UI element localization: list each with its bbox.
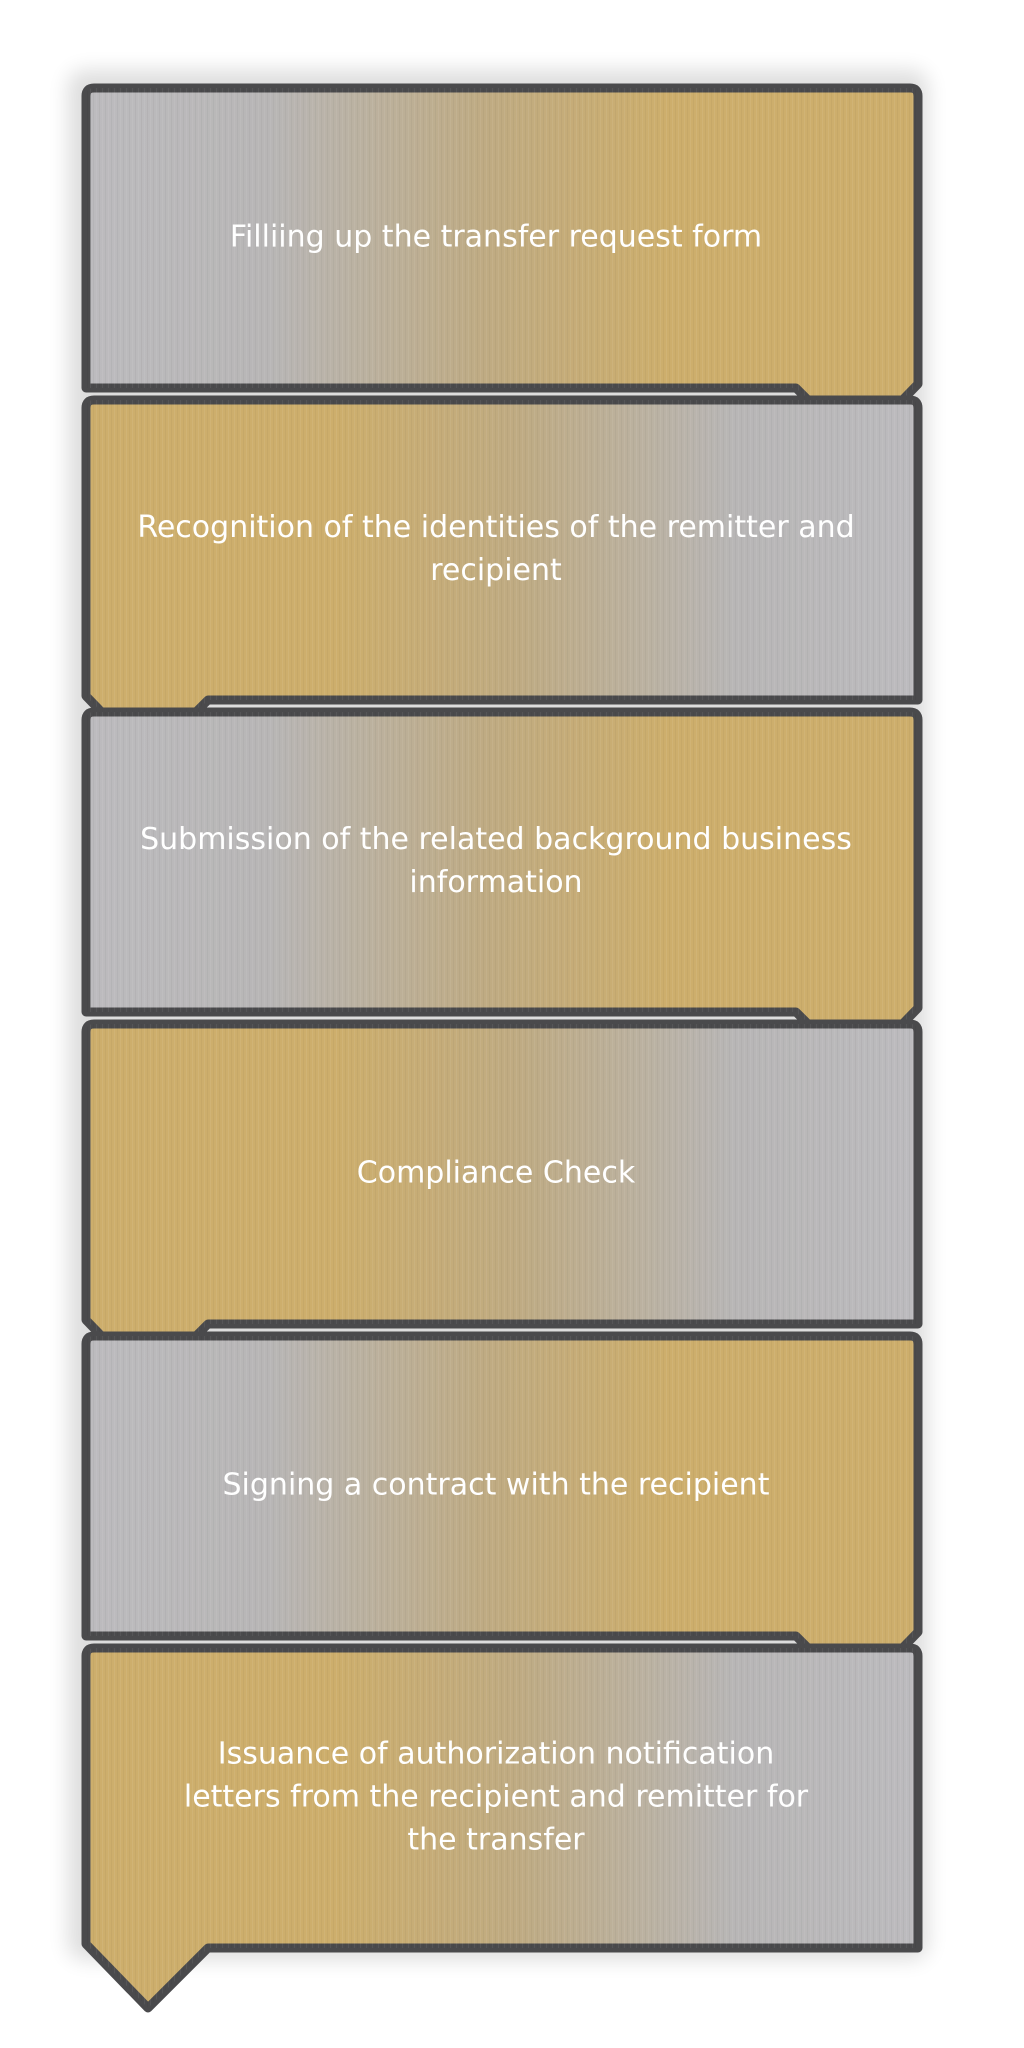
step-label-line: Submission of the related background business bbox=[140, 822, 852, 857]
steps-layer bbox=[86, 88, 918, 2008]
step-label-line: the transfer bbox=[407, 1822, 585, 1858]
step-label-line: Compliance Check bbox=[356, 1155, 636, 1191]
step-label-line: information bbox=[409, 865, 583, 900]
step-label-line: Signing a contract with the recipient bbox=[222, 1467, 770, 1503]
step-label-line: Issuance of authorization notification bbox=[217, 1736, 775, 1772]
step-label-line: letters from the recipient and remitter for bbox=[183, 1779, 809, 1815]
step-label-line: Filliing up the transfer request form bbox=[229, 219, 763, 255]
step-label-line: recipient bbox=[430, 553, 562, 588]
step-label-line: Recognition of the identities of the remitter and bbox=[137, 510, 855, 545]
